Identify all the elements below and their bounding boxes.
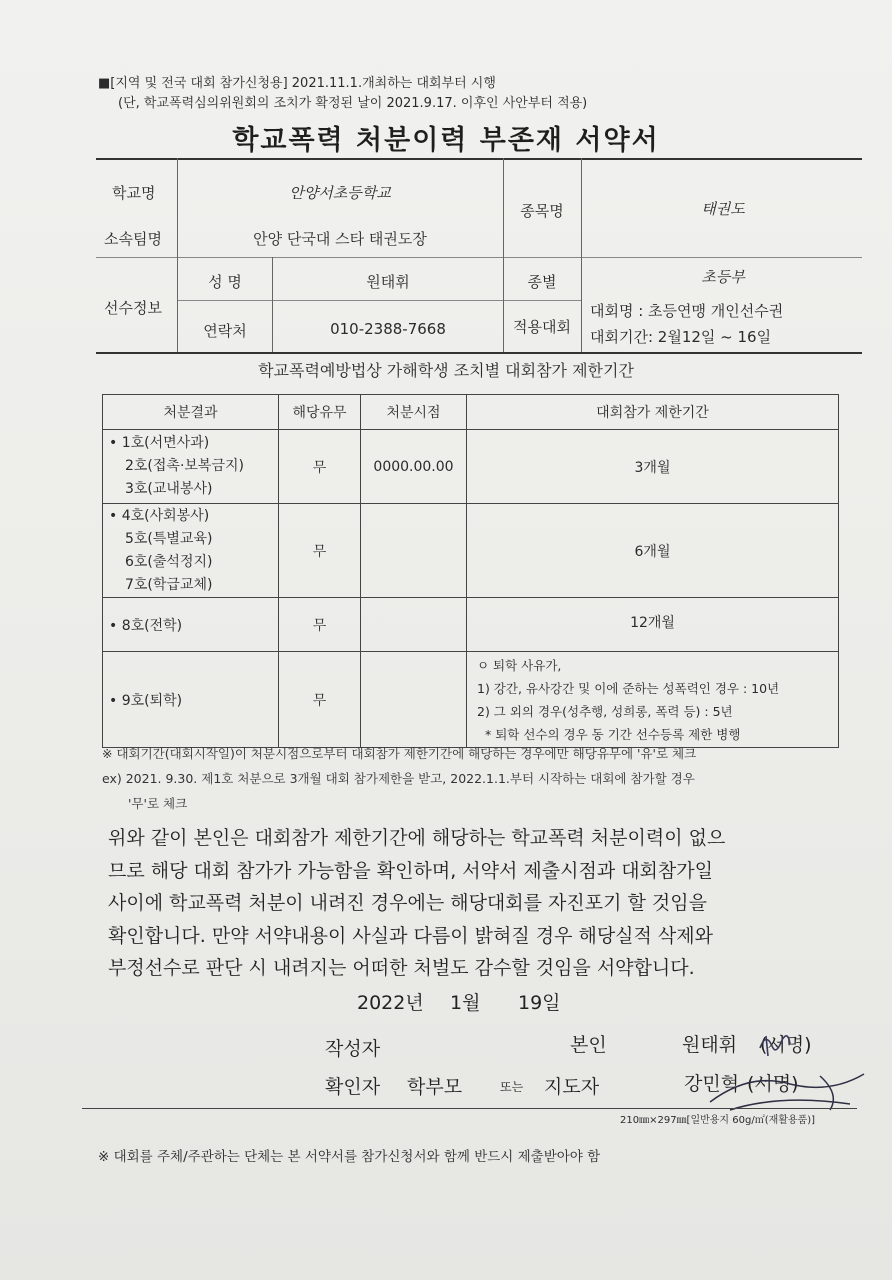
row-applicable-4: 무	[279, 652, 361, 748]
info-name-divider	[177, 300, 503, 301]
info-division-divider	[503, 300, 581, 301]
pledge-text	[108, 822, 838, 985]
info-col-divider-3	[503, 158, 504, 352]
row-result-1	[103, 430, 279, 504]
paper-spec: 210㎜×297㎜[일반용지 60g/㎡(재활용품)]	[620, 1115, 816, 1126]
name-value: 원태휘	[366, 273, 410, 291]
school-label: 학교명	[112, 184, 156, 202]
notice-line-2: (단, 학교폭력심의위원회의 조치가 확정된 날이 2021.9.17. 이후인 사안부터 적용)	[118, 96, 588, 111]
date-year: 2022년	[357, 992, 424, 1014]
table-row	[103, 504, 839, 598]
table-note-1: ※ 대회기간(대회시작일)이 처분시점으로부터 대회참가 제한기간에 해당하는 경우에만 해당유무에 '유'로 체크	[102, 746, 697, 761]
info-col-divider-4	[581, 158, 582, 352]
name-label: 성 명	[208, 273, 242, 291]
school-value: 안양서초등학교	[289, 184, 391, 202]
list-item: • 9호(퇴학)	[109, 692, 183, 709]
event-name: 대회명 : 초등연맹 개인선수권	[590, 302, 784, 320]
confirmer-sign-placeholder: (서명)	[747, 1073, 799, 1095]
parent-label: 학부모	[407, 1076, 463, 1098]
pledge-line: 위와 같이 본인은 대회참가 제한기간에 해당하는 학교폭력 처분이력이 없으	[108, 827, 726, 849]
list-item: • 1호(서면사과)	[109, 435, 210, 451]
table-row	[103, 430, 839, 504]
row-period-4	[467, 652, 839, 748]
pledge-line: 확인합니다. 만약 서약내용이 사실과 다름이 밝혀질 경우 해당실적 삭제와	[108, 924, 713, 947]
row-applicable-2: 무	[279, 504, 361, 598]
writer-label: 작성자	[325, 1038, 381, 1060]
expulsion-note: * 퇴학 선수의 경우 동 기간 선수등록 제한 병행	[485, 726, 741, 742]
header-applicable: 해당유무	[279, 395, 361, 430]
footer-note: ※ 대회를 주체/주관하는 단체는 본 서약서를 참가신청서와 함께 반드시 제출받아야 함	[98, 1149, 601, 1165]
info-mid-border	[96, 257, 862, 258]
sport-label: 종목명	[520, 202, 564, 220]
expulsion-reason: ㅇ 퇴학 사유가,	[477, 657, 562, 673]
date-day: 19일	[518, 992, 561, 1014]
info-top-border	[96, 158, 862, 160]
coach-label: 지도자	[544, 1076, 600, 1098]
self-label: 본인	[570, 1034, 607, 1056]
list-item: 2호(접촉·보복금지)	[125, 458, 244, 474]
expulsion-case-1: 1) 강간, 유사강간 및 이에 준하는 성폭력인 경우 : 10년	[477, 680, 780, 696]
row-applicable-1: 무	[279, 430, 361, 504]
list-item: 7호(학급교체)	[125, 576, 213, 593]
row-date-4	[361, 652, 467, 748]
pledge-line: 부정선수로 판단 시 내려지는 어떠한 처벌도 감수할 것임을 서약합니다.	[108, 957, 695, 979]
or-label: 또는	[500, 1080, 524, 1094]
contact-value: 010-2388-7668	[330, 320, 446, 338]
writer-name: 원태휘	[682, 1034, 738, 1056]
header-period: 대회참가 제한기간	[467, 395, 839, 430]
row-result-4	[103, 652, 279, 748]
info-col-divider-2	[272, 257, 273, 352]
contact-label: 연락처	[203, 322, 247, 340]
confirmer-label: 확인자	[325, 1076, 381, 1098]
division-label: 종별	[527, 273, 557, 291]
pledge-line: 므로 해당 대회 참가가 가능함을 확인하며, 서약서 제출시점과 대회참가일	[108, 859, 713, 882]
list-item: 6호(출석정지)	[125, 553, 213, 570]
pledge-line: 사이에 학교폭력 처분이 내려진 경우에는 해당대회를 자진포기 할 것임을	[108, 892, 707, 914]
list-item: • 8호(전학)	[109, 617, 183, 634]
table-row	[103, 598, 839, 652]
row-date-3	[361, 598, 467, 652]
info-col-divider-1	[177, 158, 178, 352]
row-result-2	[103, 504, 279, 598]
table-note-3: '무'로 체크	[128, 796, 188, 811]
row-date-1: 0000.00.00	[361, 430, 467, 504]
list-item: 3호(교내봉사)	[125, 481, 213, 497]
date-month: 1월	[450, 992, 481, 1014]
list-item: • 4호(사회봉사)	[109, 507, 210, 524]
list-item: 5호(특별교육)	[125, 530, 213, 547]
notice-line-1: ■[지역 및 전국 대회 참가신청용] 2021.11.1.개최하는 대회부터 시행	[98, 76, 496, 91]
row-applicable-3: 무	[279, 598, 361, 652]
header-date: 처분시점	[361, 395, 467, 430]
signature-divider	[82, 1108, 857, 1109]
row-period-2: 6개월	[467, 504, 839, 598]
team-label: 소속팀명	[104, 230, 162, 248]
writer-signature-mark	[740, 1024, 840, 1064]
writer-sign-placeholder: (서명)	[760, 1034, 812, 1056]
division-value: 초등부	[701, 268, 745, 286]
athlete-info-label: 선수정보	[104, 299, 162, 317]
event-label: 적용대회	[513, 318, 571, 336]
restriction-table	[102, 394, 839, 748]
event-period: 대회기간: 2월12일 ~ 16일	[590, 328, 772, 346]
document-title: 학교폭력 처분이력 부존재 서약서	[232, 125, 660, 156]
row-date-2	[361, 504, 467, 598]
table-row	[103, 652, 839, 748]
sport-value: 태권도	[701, 200, 745, 218]
table-header-row	[103, 395, 839, 430]
row-period-1: 3개월	[467, 430, 839, 504]
restriction-subtitle: 학교폭력예방법상 가해학생 조치별 대회참가 제한기간	[258, 361, 634, 380]
expulsion-case-2: 2) 그 외의 경우(성추행, 성희롱, 폭력 등) : 5년	[477, 703, 733, 719]
info-bottom-border	[96, 352, 862, 354]
row-period-3: 12개월	[467, 598, 839, 652]
table-note-2: ex) 2021. 9.30. 제1호 처분으로 3개월 대회 참가제한을 받고, 2022.1.1.부터 시작하는 대회에 참가할 경우	[102, 771, 695, 786]
confirmer-name: 강민혁	[684, 1073, 740, 1095]
team-value: 안양 단국대 스타 태권도장	[253, 230, 427, 248]
row-result-3	[103, 598, 279, 652]
header-result: 처분결과	[103, 395, 279, 430]
